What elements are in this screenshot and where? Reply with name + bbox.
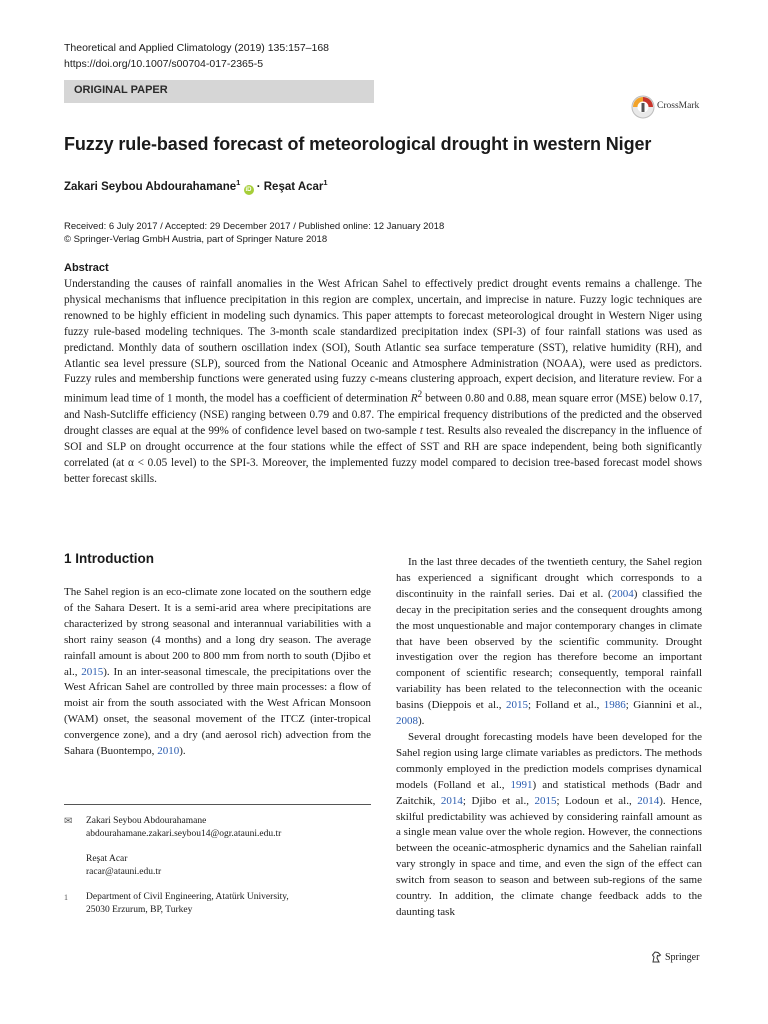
r-superscript: 2 (417, 390, 423, 401)
publication-history (64, 220, 444, 246)
section-label: ORIGINAL PAPER (64, 80, 374, 103)
body-text: In the last three decades of the twentieth century, the Sahel region has experienced a significant drought which corresponds to a discontinuity in the rainfall series. Dai et al. ( (396, 556, 702, 600)
author-name[interactable]: Reşat Acar (263, 180, 324, 193)
body-text: ; Folland et al., (528, 699, 604, 712)
footnotes (64, 815, 371, 929)
body-text: ). (179, 745, 186, 758)
history-dates: Received: 6 July 2017 / Accepted: 29 December 2017 / Published online: 12 January 2018 (64, 221, 445, 232)
body-text: ) classified the decay in the precipitation series and the consequent droughts among the most unquestionable and major contemporary changes in climate that have been observed by the scientific community. Drought investigation over the region has therefore become an important component of scientific research; consequently, temporal rainfall variability has been related to the teleconnection with the oceanic basins (Dieppois et al., (396, 587, 702, 712)
body-text: ). Hence, skilful predictability was achieved by considering rainfall amount as a single mean value over the whole region. However, the connections between the oceanic-atmospheric dynamics and the Sahelian rainfall vary strongly in space and time, and even the sign of the effect can switch from season to season and between sub-regions of the same country. In addition, the climate change feedback adds to the daunting task (396, 794, 702, 918)
publisher-name: Springer (665, 951, 700, 963)
contact-name: Reşat Acar (86, 854, 128, 864)
affiliation-line: 25030 Erzurum, BP, Turkey (86, 905, 193, 915)
r-symbol: R (410, 393, 418, 406)
t-symbol: t (419, 424, 423, 437)
citation-link[interactable]: 2014 (440, 794, 463, 807)
body-text: ). In an inter-seasonal timescale, the precipitations over the West African Sahel are controlled by three main processes: a flow of moist air from the south associated with the West African Monsoon (WAM) onset, the seasonal movement of the ITCZ (inter-tropical convergence zone), and a dry (and aerosol rich) advection from the Sahara (Buontempo, (64, 665, 371, 758)
crossmark-label: CrossMark (657, 101, 700, 111)
citation-link[interactable]: 2015 (81, 665, 104, 678)
crossmark-badge[interactable] (631, 95, 705, 119)
right-column (396, 555, 702, 921)
abstract-text: test. Results also revealed the discrepancy in the influence of SOI and SLP on drought occurrence at the four stations while the effect of SST and RH are space independent, being both significantly correlated (at α < 0.05 level) to the SPI-3. Moreover, the implemented fuzzy model compared to decision tree-based forecast model shows better forecast skills. (64, 424, 702, 485)
journal-citation: Theoretical and Applied Climatology (2019) 135:157–168 (64, 42, 330, 54)
body-text: ) and statistical methods (Badr and Zaitchik, (396, 778, 702, 807)
orcid-icon[interactable]: iD (245, 186, 252, 193)
body-text: Several drought forecasting models have been developed for the Sahel region using large climate variables as predictors. The methods commonly employed in the prediction models comprises dynamical models (Folland et al., (396, 730, 702, 791)
intro-paragraph (396, 730, 702, 921)
paper-title: Fuzzy rule-based forecast of meteorological drought in western Niger (64, 134, 652, 154)
footnote-divider (64, 804, 371, 805)
author-separator: · (256, 180, 261, 193)
citation-link[interactable]: 1991 (510, 778, 533, 791)
abstract-body (64, 277, 702, 488)
abstract-text: between 0.80 and 0.88, mean square error (MSE) below 0.17, and Nash-Sutcliffe efficiency (NSE) ranging between 0.79 and 0.87. The empirical frequency distributions of the predicted and the observed drought classes are equal at the 99% of confidence level based on two-sample (64, 393, 702, 437)
citation-link[interactable]: 2010 (157, 745, 180, 758)
publisher-logo (651, 951, 699, 963)
contact-email[interactable]: abdourahamane.zakari.seybou14@ogr.atauni.edu.tr (86, 829, 282, 839)
affiliation-marker: 1 (236, 178, 241, 187)
intro-paragraph (64, 585, 371, 760)
copyright-line (64, 233, 444, 246)
copyright-text: Springer-Verlag GmbH Austria, part of Springer Nature 2018 (73, 234, 328, 245)
body-text: ; Giannini et al., (625, 699, 703, 712)
citation-link[interactable]: 2004 (611, 587, 634, 600)
affiliation-marker: 1 (323, 178, 328, 187)
crossmark-icon (631, 95, 655, 119)
journal-info (64, 40, 329, 72)
body-text: ; Lodoun et al., (556, 794, 638, 807)
intro-paragraph (396, 555, 702, 730)
citation-link[interactable]: 2008 (396, 715, 418, 728)
contact-name: Zakari Seybou Abdourahamane (86, 816, 207, 826)
correspondence-block (64, 853, 371, 879)
body-text: ; Djibo et al., (462, 794, 535, 807)
body-text: ). (418, 715, 425, 728)
correspondence-block (64, 815, 371, 841)
citation-link[interactable]: 2015 (506, 699, 528, 712)
body-text: The Sahel region is an eco-climate zone located on the southern edge of the Sahara Desert. It is a semi-arid area where precipitations are characterized by strong seasonal and interannual variabilities with a short rainy season (4 months) and a long dry season. The average rainfall amount is about 200 to 800 mm from north to south (Djibo et al., (64, 586, 371, 678)
springer-horse-icon (651, 951, 662, 963)
affiliation-block (64, 891, 371, 917)
citation-link[interactable]: 2015 (534, 794, 557, 807)
abstract-text: Understanding the causes of rainfall anomalies in the West African Sahel to effectively predict drought events remains a challenge. The physical mechanisms that influence precipitation in this region are complex, uncertain, and imprecise in nature. Fuzzy logic techniques are renowned to be highly efficient in modeling such dynamics. This paper attempts to forecast meteorological drought in Western Niger using fuzzy rule-based modeling techniques. The 3-month scale standardized precipitation index (SPI-3) of four rainfall stations was used as predictand. Monthly data of southern oscillation index (SOI), South Atlantic sea surface temperature (SST), relative humidity (RH), and Atlantic sea level pressure (SLP), sourced from the National Oceanic and Atmosphere Administration (NOAA), were used as predictors. Fuzzy rules and membership functions were generated using fuzzy c-means clustering approach, expert decision, and literature review. For a minimum lead time of 1 month, the model has a coefficient of determination (64, 278, 702, 406)
contact-email[interactable]: racar@atauni.edu.tr (86, 867, 162, 877)
doi-link[interactable]: https://doi.org/10.1007/s00704-017-2365-5 (64, 58, 264, 70)
section-heading: 1 Introduction (64, 551, 154, 566)
envelope-icon: ✉ (64, 816, 73, 827)
citation-link[interactable]: 1986 (603, 699, 626, 712)
affiliation-number: 1 (64, 893, 68, 902)
citation-link[interactable]: 2014 (637, 794, 660, 807)
author-list (64, 178, 328, 195)
copyright-icon: © (64, 234, 71, 245)
abstract-heading: Abstract (64, 262, 109, 274)
affiliation-line: Department of Civil Engineering, Atatürk University, (86, 892, 289, 902)
author-name[interactable]: Zakari Seybou Abdourahamane (64, 180, 237, 193)
